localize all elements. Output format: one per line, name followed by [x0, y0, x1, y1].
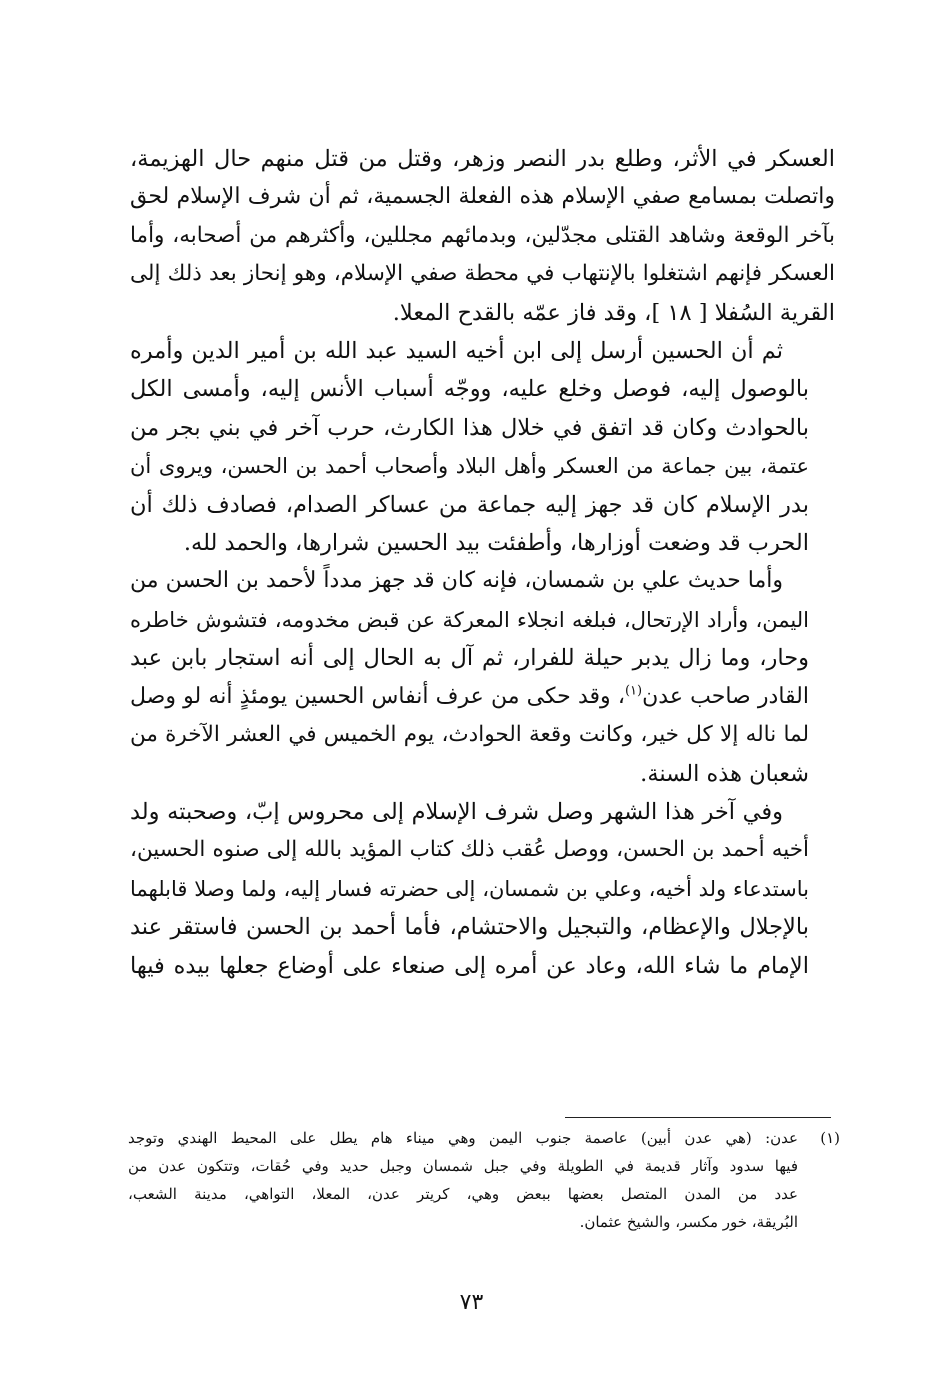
text-line: بدر الإسلام كان قد جهز إليه جماعة من عساكر الصدام، فصادف ذلك أن	[130, 491, 809, 518]
text-segment: القادر صاحب عدن	[642, 683, 809, 709]
body-text	[130, 140, 835, 985]
text-line: باستدعاء ولد أخيه، وعلي بن شمسان، إلى حضرته فسار إليه، ولما وصلا قابلهما	[130, 876, 809, 901]
text-line: واتصلت بمسامع صفي الإسلام هذه الفعلة الجسمية، ثم أن شرف الإسلام لحق	[130, 184, 835, 210]
footnote-line: عدن: (هي عدن أبين) عاصمة جنوب اليمن وهي ميناء هام يطل على المحيط الهندي وتوجد	[128, 1129, 798, 1147]
footnote-line: فيها سدود وآثار قديمة في الطويلة وفي جبل شمسان وجبل حديد وفي حُقات، وتتكون عدن من	[128, 1157, 798, 1175]
footnotes	[128, 1124, 840, 1236]
text-segment: ، وقد حكى من عرف أنفاس الحسين يومئذٍ أنه لو وصل	[130, 683, 625, 709]
text-line: بآخر الوقعة وشاهد القتلى مجدّلين، وبدمائهم مجللين، وأكثرهم من أصحابه، وأما	[130, 222, 835, 248]
text-line: شعبان هذه السنة.	[640, 760, 809, 787]
text-line: القرية السُفلا [ ١٨ ]، وقد فاز عمّه بالقدح المعلا.	[392, 299, 835, 326]
footnote-line: عدد من المدن المتصل بعضها ببعض وهي، كريتر عدن، المعلا، التواهي، مدينة الشعب،	[128, 1185, 798, 1203]
footnote-text	[128, 1124, 798, 1236]
paragraph-2	[130, 332, 835, 562]
text-line: العسكر في الأثر، وطلع بدر النصر وزهر، وقتل من قتل منهم حال الهزيمة،	[130, 146, 835, 172]
text-line: وحار، وما زال يدبر حيلة للفرار، ثم آل به الحال إلى أنه استجار بابن عبد	[130, 645, 809, 672]
text-line: ثم أن الحسين أرسل إلى ابن أخيه السيد عبد الله بن أمير الدين وأمره	[130, 338, 783, 365]
text-line: وأما حديث علي بن شمسان، فإنه كان قد جهز مدداً لأحمد بن الحسن من	[130, 568, 783, 594]
footnote-divider	[565, 1117, 831, 1118]
footnote-reference[interactable]: (١)	[624, 683, 643, 699]
text-line: بالإجلال والإعظام، والتبجيل والاحتشام، فأما أحمد بن الحسن فاستقر عند	[130, 914, 809, 941]
text-line: الإمام ما شاء الله، وعاد عن أمره إلى صنعاء على أوضاع جعلها بيده فيها	[130, 952, 809, 979]
paragraph-3	[130, 562, 835, 792]
text-line: وفي آخر هذا الشهر وصل شرف الإسلام إلى محروس إبّ، وصحبته ولد	[130, 798, 783, 825]
text-line: بالحوادث وكان قد اتفق في خلال هذا الكارث، حرب آخر في بني بجر من	[130, 414, 809, 441]
footnote-line: البُريقة، خور مكسر، والشيخ عثمان.	[579, 1213, 798, 1231]
footnote-mark: (١)	[820, 1129, 840, 1147]
footnote-1	[128, 1124, 840, 1236]
text-line: العسكر فإنهم اشتغلوا بالإنتهاب في محطة صفي الإسلام، وهو إنحاز بعد ذلك إلى	[130, 261, 835, 287]
text-line: بالوصول إليه، فوصل وخلع عليه، ووجّه أسباب الأنس إليه، وأمسى الكل	[130, 376, 809, 403]
text-line: لما ناله إلا كل خير، وكانت وقعة الحوادث، يوم الخميس في العشر الآخرة من	[130, 722, 809, 748]
page-number: ٧٣	[459, 1290, 484, 1315]
text-line: الحرب قد وضعت أوزارها، وأطفئت بيد الحسين شرارها، والحمد لله.	[183, 530, 809, 557]
text-line: اليمن، وأراد الإرتحال، فبلغه انجلاء المعركة عن قبض مخدومه، فتشوش خاطره	[130, 607, 809, 632]
text-line: عتمة، بين جماعة من العسكر وأهل البلاد وأصحاب أحمد بن الحسن، ويروى أن	[130, 454, 809, 479]
text-line-with-footnote-ref	[130, 678, 835, 716]
paragraph-1	[130, 140, 835, 332]
text-line: أخيه أحمد بن الحسن، ووصل عُقب ذلك كتاب المؤيد بالله إلى صنوه الحسين،	[130, 837, 809, 863]
paragraph-4	[130, 793, 835, 985]
